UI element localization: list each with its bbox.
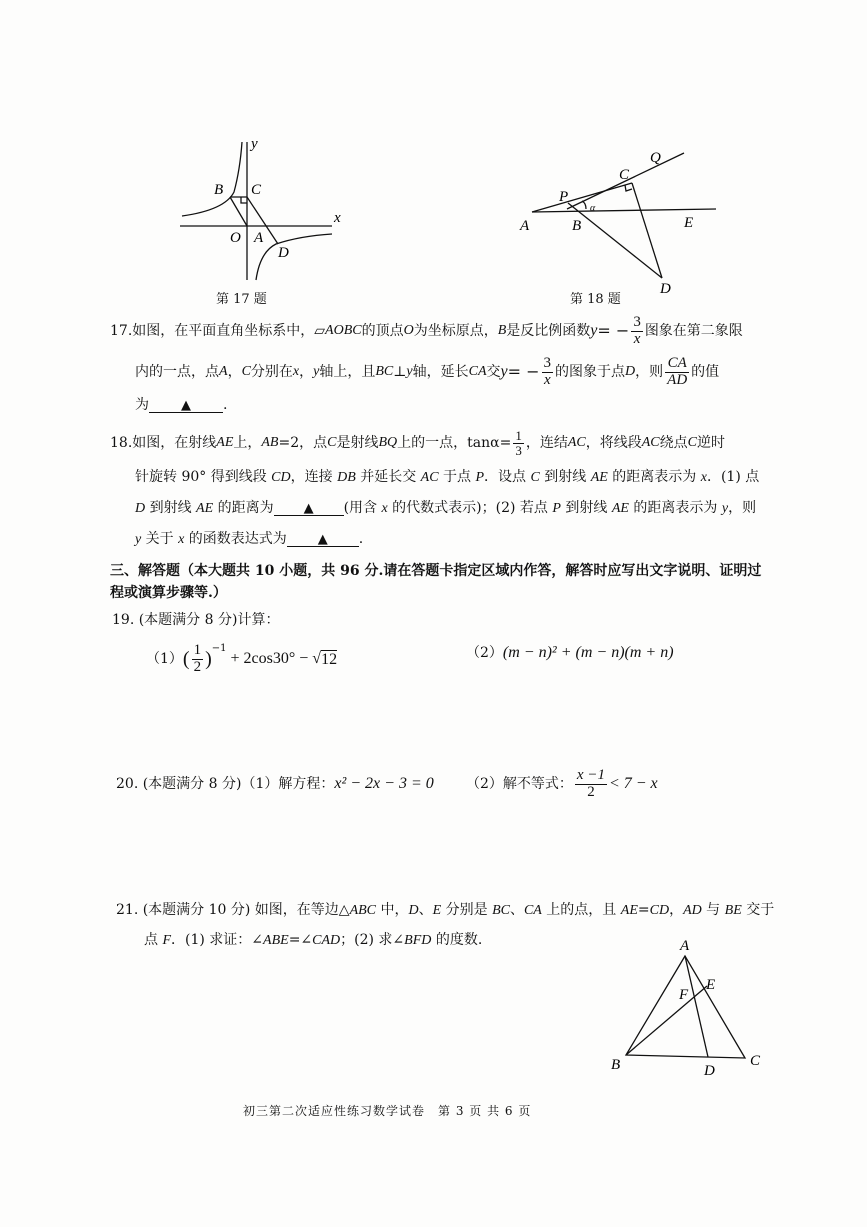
math: C	[241, 364, 251, 379]
text: 的距离为	[213, 500, 274, 516]
question-18-line-1	[110, 424, 725, 462]
ray-ae	[532, 209, 716, 212]
math: C	[687, 435, 697, 450]
math: x	[700, 470, 707, 485]
segment-be	[626, 986, 707, 1055]
question-17-line-3	[135, 398, 227, 413]
denominator: 2	[587, 783, 595, 800]
hyperbola-branch-q4	[256, 234, 332, 280]
label-c: C	[750, 1053, 761, 1069]
math: AC	[420, 470, 439, 485]
text: =2，点	[278, 435, 328, 451]
label-b: B	[572, 218, 582, 234]
section-3-heading-line-1: 三、解答题（本大题共 10 小题，共 96 分.请在答题卡指定区域内作答，解答时应写出文字说明、证明过	[110, 563, 762, 579]
math: x	[292, 364, 300, 379]
question-19-part-2	[466, 645, 674, 661]
figure-17	[170, 130, 370, 290]
denominator: x	[543, 371, 551, 388]
math: y	[313, 364, 320, 379]
label-f: F	[679, 987, 689, 1003]
question-number: 17.	[110, 323, 133, 339]
exponent: −1	[211, 643, 227, 654]
label-o: O	[230, 230, 241, 246]
math: AOBC	[325, 323, 362, 338]
text: 于点	[438, 469, 476, 485]
text: 分别在	[250, 364, 293, 380]
math: x² − 2x − 3 = 0	[334, 775, 434, 792]
label-d: D	[660, 281, 671, 295]
right-angle-mark	[241, 197, 247, 203]
part-label: （2）	[466, 645, 503, 661]
text: ，	[299, 364, 314, 380]
text: 如图，在射线	[132, 435, 217, 451]
math: = −	[507, 362, 540, 381]
math: = −	[597, 321, 630, 340]
numerator: 3	[633, 313, 641, 330]
text: 的值	[691, 364, 720, 380]
sqrt-icon: √	[312, 650, 322, 667]
text: ，连接	[290, 469, 338, 485]
answer-blank-1[interactable]: ▲	[274, 502, 344, 516]
numerator: CA	[665, 356, 689, 373]
text: 点	[144, 932, 163, 948]
figure-17-caption: 第 17 题	[216, 292, 267, 307]
math: P	[552, 501, 561, 516]
text: 图象在第二象限	[644, 323, 743, 339]
math: BC	[375, 364, 394, 379]
paren-open: (	[182, 648, 190, 670]
math: BFD	[404, 933, 432, 948]
text: =	[637, 902, 650, 918]
text: 到射线	[539, 469, 591, 485]
math: A	[219, 364, 228, 379]
text: ，将线段	[585, 435, 642, 451]
answer-blank-2[interactable]: ▲	[287, 533, 359, 547]
text: 针旋转 90° 得到线段	[135, 469, 272, 485]
label-x: x	[334, 210, 341, 226]
text: 上，	[233, 435, 262, 451]
math: C	[530, 470, 540, 485]
question-18-line-2	[135, 470, 759, 485]
question-17-line-2	[135, 351, 719, 393]
text: .	[358, 531, 364, 547]
text: 内的一点，点	[135, 364, 219, 380]
hyperbola-branch-q2	[182, 142, 242, 216]
label-a: A	[680, 938, 690, 954]
label-e: E	[706, 977, 716, 993]
math: y	[500, 363, 508, 380]
math: ⊥	[393, 364, 407, 380]
text: 是反比例函数	[506, 323, 591, 339]
math: CAD	[312, 933, 341, 948]
heading: 20. (本题满分 8 分)（1）解方程：	[116, 776, 335, 792]
numerator: 3	[543, 354, 552, 371]
text: 轴，延长	[412, 364, 469, 380]
text: 上的点，且	[541, 902, 621, 918]
label-alpha: α	[590, 203, 596, 214]
math: CA	[523, 903, 542, 918]
math: ABE	[263, 933, 289, 948]
label-a: A	[254, 230, 264, 246]
text: 到射线	[560, 500, 612, 516]
math: B	[497, 323, 507, 338]
math: CA	[468, 364, 487, 379]
numerator: x −1	[576, 766, 605, 783]
denominator: 3	[515, 442, 522, 458]
text: ，则	[635, 364, 664, 380]
math: AE	[216, 435, 234, 450]
label-e: E	[684, 215, 694, 231]
label-d: D	[704, 1063, 715, 1079]
text: ．设点	[484, 469, 531, 485]
text: 的度数.	[431, 932, 483, 948]
label-c: C	[251, 182, 262, 198]
text: 的图象于点	[555, 364, 626, 380]
text: ；(2) 求∠	[340, 932, 405, 948]
math: AE	[196, 501, 214, 516]
math: E	[432, 903, 442, 918]
math: AE	[620, 903, 638, 918]
math: x	[178, 532, 185, 547]
text: .	[223, 397, 228, 413]
text: ，连结	[525, 435, 568, 451]
text: 是射线	[336, 435, 379, 451]
text: =∠	[288, 932, 313, 948]
math: BE	[724, 903, 742, 918]
question-18-line-4	[135, 532, 363, 547]
math: (m − n)² + (m − n)(m + n)	[502, 644, 674, 661]
math: AC	[641, 435, 660, 450]
math: CD	[271, 470, 291, 485]
label-b: B	[611, 1057, 621, 1073]
answer-blank[interactable]: ▲	[149, 399, 223, 413]
denominator: AD	[667, 371, 688, 388]
segment-bo	[230, 197, 247, 226]
label-q: Q	[650, 150, 661, 166]
segment-db	[568, 203, 662, 278]
math: AD	[683, 903, 702, 918]
fraction-3-over-x	[542, 356, 554, 389]
math: AE	[590, 470, 608, 485]
math: ABC	[349, 903, 377, 918]
question-20-part-1	[116, 776, 434, 792]
text: 与	[701, 902, 725, 918]
label-a: A	[520, 218, 530, 234]
fraction-3-over-x	[631, 315, 643, 348]
label-d: D	[278, 245, 289, 261]
numerator: 1	[515, 427, 522, 443]
text: 的距离表示为	[607, 469, 701, 485]
text: (用含	[343, 500, 382, 516]
text: 的距离表示为	[628, 500, 722, 516]
part-label: （1）	[146, 651, 183, 667]
question-17-line-1	[110, 311, 743, 351]
fraction-x-minus-1-over-2	[575, 768, 607, 801]
sqrt-radicand: 12	[321, 651, 338, 668]
segment-cd	[632, 183, 662, 278]
math: y	[406, 364, 413, 379]
text: 21. (本题满分 10 分) 如图，在等边△	[116, 902, 350, 918]
text: ，	[227, 364, 242, 380]
text: ，则	[728, 500, 757, 516]
text: 关于	[141, 531, 179, 547]
math: AC	[567, 435, 586, 450]
math: AB	[261, 435, 279, 450]
text: 上的一点，tanα=	[397, 435, 512, 451]
math: D	[408, 903, 419, 918]
text: 并延长交	[355, 469, 421, 485]
question-number: 18.	[110, 435, 133, 451]
text: 、	[509, 902, 524, 918]
page-footer: 初三第二次适应性练习数学试卷 第 3 页 共 6 页	[243, 1104, 532, 1118]
math: CD	[649, 903, 670, 918]
text: 到射线	[145, 500, 197, 516]
label-y: y	[251, 136, 258, 152]
fraction-ca-over-ad	[665, 356, 689, 389]
figure-18	[512, 145, 727, 295]
figure-21	[600, 932, 775, 1082]
math: + 2cos30° −	[230, 650, 309, 667]
math: y	[135, 532, 142, 547]
math: D	[135, 501, 146, 516]
text: ．(1) 点	[706, 469, 760, 485]
text: 逆时	[696, 435, 725, 451]
label-b: B	[214, 182, 224, 198]
math: O	[403, 323, 414, 338]
math: y	[590, 322, 598, 339]
math: < 7 − x	[608, 775, 658, 792]
figure-18-caption: 第 18 题	[570, 292, 621, 307]
math: F	[162, 933, 172, 948]
label-c: C	[619, 167, 630, 183]
question-18-line-3	[135, 501, 756, 516]
denominator: 2	[193, 658, 202, 675]
math: P	[475, 470, 485, 485]
text: 的代数式表示)；(2) 若点	[387, 500, 553, 516]
text: 中，	[376, 902, 409, 918]
section-3-heading-line-2: 程或演算步骤等.）	[110, 585, 227, 601]
math: C	[327, 435, 337, 450]
text: 的函数表达式为	[184, 531, 287, 547]
numerator: 1	[193, 641, 202, 658]
parallelogram-icon: ▱	[314, 323, 326, 339]
math: AE	[611, 501, 629, 516]
paren-close: )	[205, 648, 212, 670]
text: 交	[486, 364, 501, 380]
triangle-abc	[626, 956, 745, 1058]
text: ．(1) 求证：∠	[171, 932, 264, 948]
fraction-1-over-2	[192, 643, 204, 676]
text: 轴上，且	[319, 364, 376, 380]
label-p: P	[559, 189, 569, 205]
text: 绕点	[659, 435, 688, 451]
math: x	[381, 501, 388, 516]
denominator: x	[633, 330, 641, 347]
text: 为坐标原点，	[413, 323, 498, 339]
math: BQ	[378, 435, 398, 450]
text: ，	[669, 902, 684, 918]
question-19-heading: 19. (本题满分 8 分)计算：	[112, 612, 280, 628]
right-angle-mark	[625, 185, 632, 191]
text: 、	[418, 902, 433, 918]
math: y	[721, 501, 729, 516]
math: BC	[492, 903, 510, 918]
text: 如图，在平面直角坐标系中，	[132, 323, 315, 339]
segment-ac	[532, 183, 632, 212]
text: 的顶点	[361, 323, 404, 339]
text: 分别是	[441, 902, 493, 918]
question-20-part-2	[466, 764, 658, 804]
fraction-1-over-3	[513, 429, 524, 457]
math: DB	[337, 470, 356, 485]
question-21-line-2	[144, 933, 482, 948]
text: 为	[135, 397, 149, 413]
question-21-line-1	[116, 903, 774, 918]
math: D	[625, 364, 636, 379]
text: 交于	[741, 902, 775, 918]
question-19-part-1	[146, 638, 337, 680]
part-label: （2）解不等式：	[466, 776, 573, 792]
segment-ad	[685, 956, 708, 1057]
